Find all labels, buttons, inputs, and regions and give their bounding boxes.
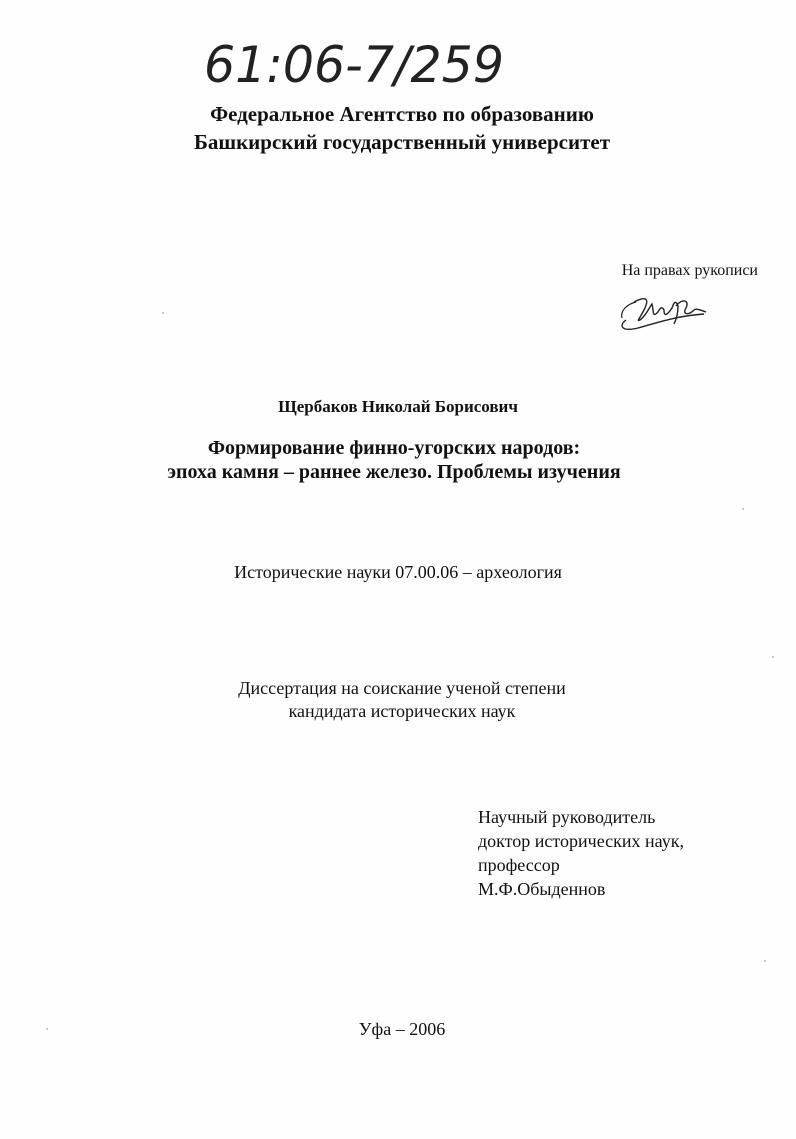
university-name: Башкирский государственный университет	[193, 130, 611, 154]
degree-statement-line-1: Диссертация на соискание ученой степени	[238, 678, 566, 698]
handwritten-catalog-number	[200, 30, 520, 100]
scan-speck	[46, 1028, 48, 1030]
advisor-role: Научный руководитель	[478, 807, 656, 827]
agency-name: Федеральное Агентство по образованию	[210, 102, 594, 126]
scan-speck	[772, 656, 774, 658]
advisor-block	[478, 805, 684, 901]
signature-icon	[616, 290, 716, 335]
advisor-degree: доктор исторических наук,	[478, 831, 684, 851]
manuscript-note: На правах рукописи	[621, 262, 758, 279]
scan-speck	[162, 312, 164, 314]
city-year: Уфа – 2006	[358, 1019, 446, 1039]
dissertation-title-line-1: Формирование финно-угорских народов:	[207, 437, 581, 459]
scan-speck	[742, 508, 744, 510]
degree-statement-line-2: кандидата исторических наук	[288, 701, 516, 721]
specialty: Исторические науки 07.00.06 – археология	[234, 562, 562, 582]
advisor-rank: профессор	[478, 855, 560, 875]
scan-speck	[764, 960, 766, 962]
author-name: Щербаков Николай Борисович	[278, 397, 518, 416]
advisor-name: М.Ф.Обыденнов	[478, 879, 606, 899]
handwritten-catalog-number-text: 61:06-7/259	[204, 36, 504, 94]
dissertation-title-line-2: эпоха камня – раннее железо. Проблемы изучения	[167, 461, 621, 483]
